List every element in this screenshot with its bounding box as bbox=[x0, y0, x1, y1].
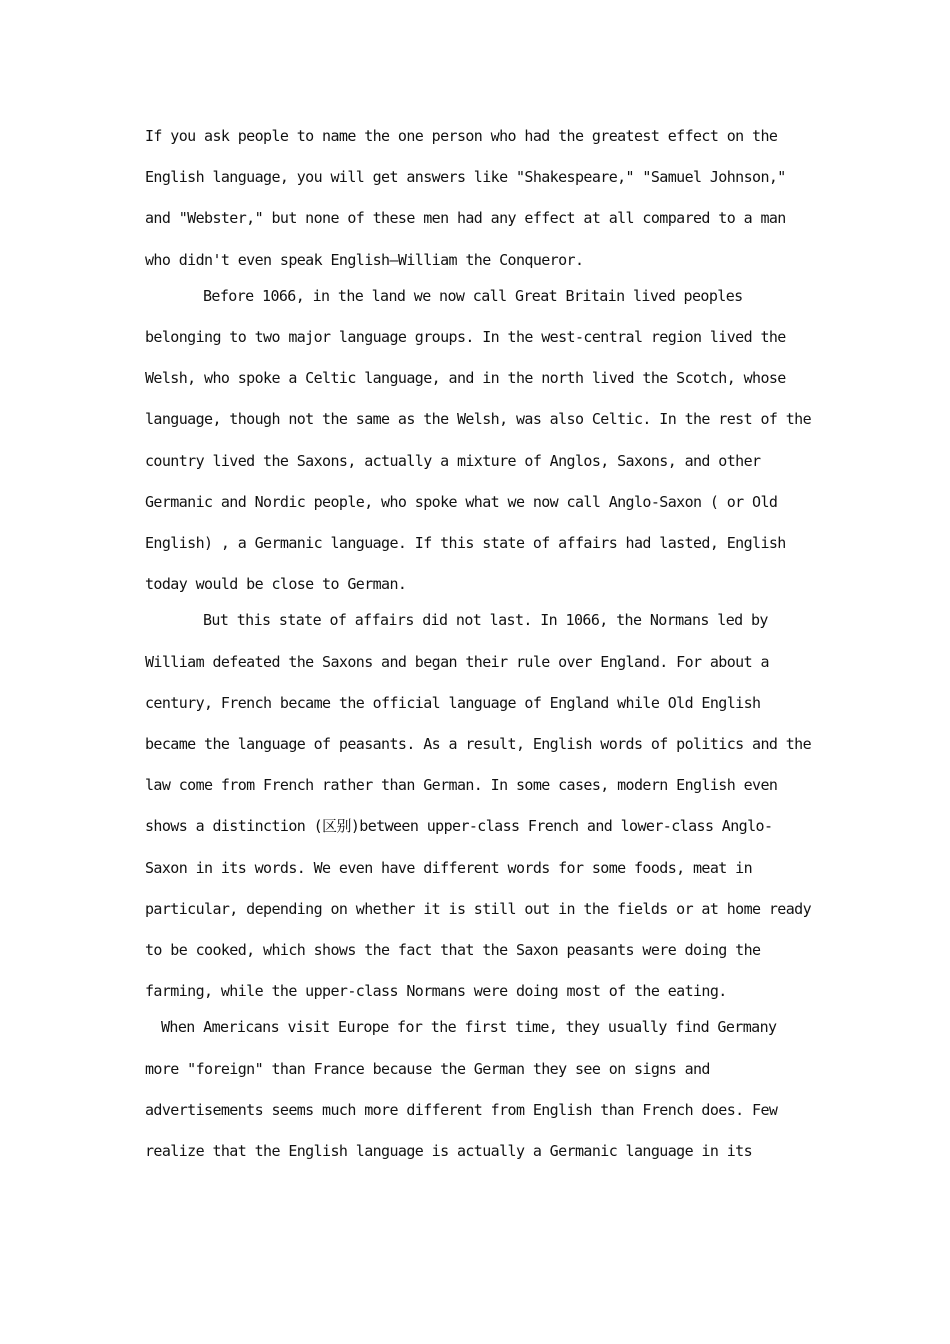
paragraph-1: If you ask people to name the one person who had the greatest effect on the English language, you will get answers like "Shakespeare," "Samuel Johnson," and "Webster," but none of these men had any effect at all compared to a man who didn't even speak English—William the Conqueror. bbox=[145, 127, 786, 269]
paragraph-3: But this state of affairs did not last. In 1066, the Normans led by William defeated the Saxons and began their rule over England. For about a century, French became the official language of England while Old English became the language of peasants. As a result, English words of politics and the law come from French rather than German. In some cases, modern English even shows a distinction (区别)between upper-class French and lower-class Anglo-Saxon in its words. We even have different words for some foods, meat in particular, depending on whether it is still out in the fields or at home ready to be cooked, which shows the fact that the Saxon peasants were doing the farming, while the upper-class Normans were doing most of the eating. bbox=[145, 611, 812, 1001]
document-body bbox=[145, 116, 813, 1167]
paragraph-2: Before 1066, in the land we now call Great Britain lived peoples belonging to two major language groups. In the west-central region lived the Welsh, who spoke a Celtic language, and in the north lived the Scotch, whose language, though not the same as the Welsh, was also Celtic. In the rest of the country lived the Saxons, actually a mixture of Anglos, Saxons, and other Germanic and Nordic people, who spoke what we now call Anglo-Saxon ( or Old English) , a Germanic language. If this state of affairs had lasted, English today would be close to German. bbox=[145, 286, 812, 594]
paragraph-4: When Americans visit Europe for the first time, they usually find Germany more "foreign" than France because the German they see on signs and advertisements seems much more different from English than French does. Few realize that the English language is actually a Germanic language in its bbox=[145, 1018, 778, 1161]
